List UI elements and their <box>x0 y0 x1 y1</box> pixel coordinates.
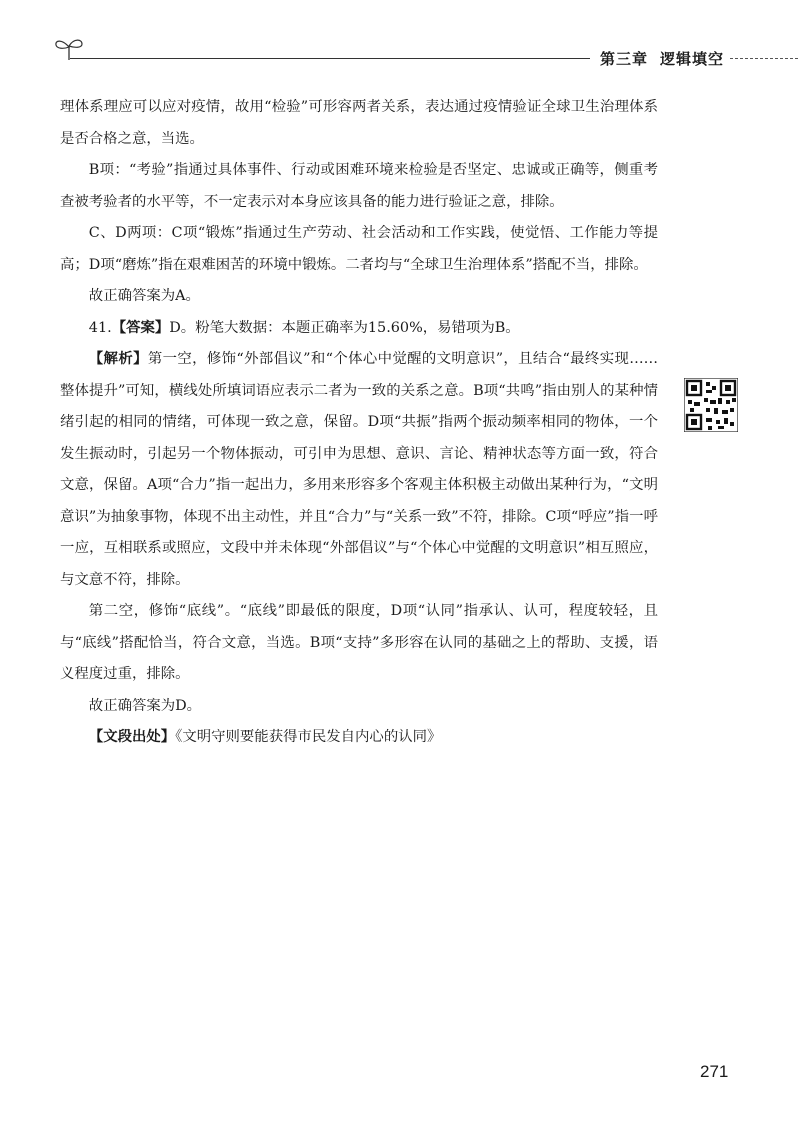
analysis-tag: 【解析】 <box>88 351 148 367</box>
paragraph: 理体系理应可以应对疫情，故用“检验”可形容两者关系，表达通过疫情验证全球卫生治理体系是否合格之意，当选。 <box>60 99 658 147</box>
chapter-title: 逻辑填空 <box>660 50 725 68</box>
header-rule <box>70 58 590 59</box>
header-rule-dashed <box>730 58 798 59</box>
chapter-heading <box>600 48 724 69</box>
chapter-number: 第三章 <box>600 50 649 68</box>
paragraph: 故正确答案为A。 <box>88 288 200 304</box>
paragraph: 故正确答案为D。 <box>88 697 202 714</box>
page-body <box>60 92 658 754</box>
source-tag: 【文段出处】 <box>88 729 176 745</box>
paragraph: B项：“考验”指通过具体事件、行动或困难环境来检验是否坚定、忠诚或正确等，侧重考查被考验者的水平等，不一定表示对本身应该具备的能力进行验证之意，排除。 <box>60 162 658 210</box>
analysis-text: 第一空，修饰“外部倡议”和“个体心中觉醒的文明意识”，且结合“最终实现……整体提升”可知，横线处所填词语应表示二者为一致的关系之意。B项“共鸣”指由别人的某种情绪引起的相同的情绪，可体现一致之意，保留。D项“共振”指两个振动频率相同的物体，一个发生振动时，引起另一个物体振动，可引申为思想、意识、言论、精神状态等方面一致，符合文意，保留。A项“合力”指一起出力，多用来形容多个客观主体积极主动做出某种行为，“文明意识”为抽象事物，体现不出主动性，并且“合力”与“关系一致”不符，排除。C项“呼应”指一呼一应，互相联系或照应，文段中并未体现“外部倡议”与“个体心中觉醒的文明意识”相互照应，与文意不符，排除。 <box>60 351 658 588</box>
question-number: 41. <box>88 319 112 336</box>
answer-text: D。粉笔大数据：本题正确率为15.60%，易错项为B。 <box>169 319 520 336</box>
analysis-paragraph <box>60 344 658 596</box>
page-header <box>0 28 800 78</box>
qr-code[interactable] <box>684 378 738 432</box>
answer-line <box>60 313 658 345</box>
source-title: 《文明守则要能获得市民发自内心的认同》 <box>175 729 442 745</box>
page-number: 271 <box>700 1062 729 1081</box>
answer-tag: 【答案】 <box>111 319 170 336</box>
source-line <box>60 722 658 754</box>
paragraph: C、D两项：C项“锻炼”指通过生产劳动、社会活动和工作实践，使觉悟、工作能力等提高；D项“磨炼”指在艰难困苦的环境中锻炼。二者均与“全球卫生治理体系”搭配不当，排除。 <box>60 225 658 273</box>
paragraph: 第二空，修饰“底线”。“底线”即最低的限度，D项“认同”指承认、认可，程度较轻，且与“底线”搭配恰当，符合文意，当选。B项“支持”多形容在认同的基础之上的帮助、支援，语义程度过重，排除。 <box>60 603 658 682</box>
